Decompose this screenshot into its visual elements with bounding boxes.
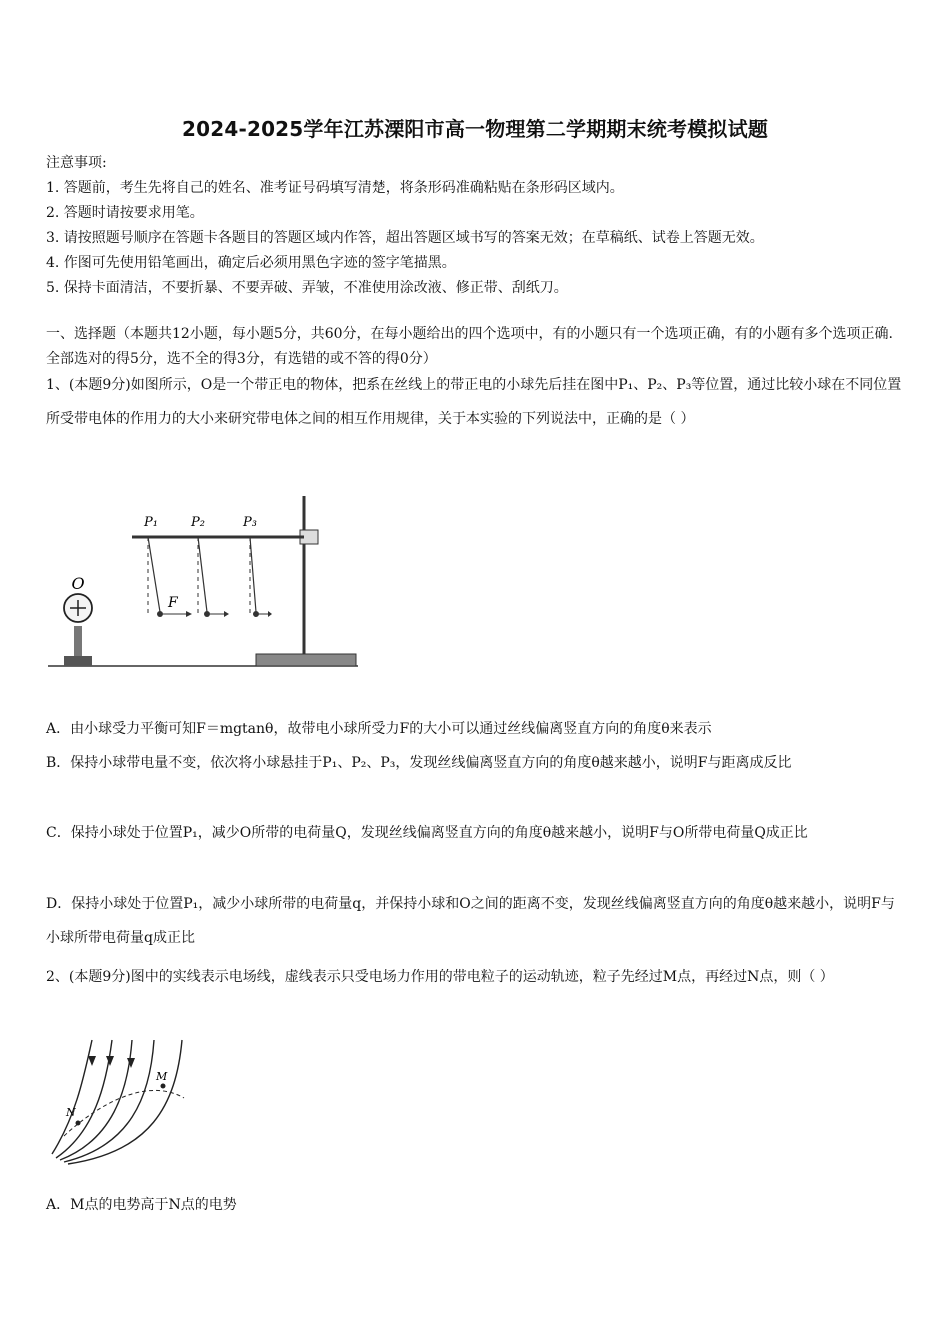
page-title: 2024-2025学年江苏溧阳市高一物理第二学期期末统考模拟试题 [181,117,769,141]
notice-item: 1. 答题前，考生先将自己的姓名、准考证号码填写清楚，将条形码准确粘贴在条形码区域内。 [46,180,624,196]
notice-item: 2. 答题时请按要求用笔。 [46,205,204,221]
question-2-option-a: A．M点的电势高于N点的电势 [46,1197,237,1213]
label-m: M [156,1070,168,1083]
figure-field-lines [46,1036,196,1166]
question-1-option-a: A．由小球受力平衡可知F＝mgtanθ，故带电小球所受力F的大小可以通过丝线偏离竖直方向的角度θ来表示 [46,721,712,737]
notice-item: 3. 请按照题号顺序在答题卡各题目的答题区域内作答，超出答题区域书写的答案无效；在草稿纸、试卷上答题无效。 [46,230,764,246]
label-p1: P₁ [144,515,158,530]
question-2-stem: 2、(本题9分)图中的实线表示电场线，虚线表示只受电场力作用的带电粒子的运动轨迹，粒子先经过M点，再经过N点，则（ ） [46,969,834,985]
label-n: N [66,1106,76,1119]
question-1-stem: 1、(本题9分)如图所示，O是一个带正电的物体，把系在丝线上的带正电的小球先后挂在图中P₁、P₂、P₃等位置，通过比较小球在不同位置所受带电体的作用力的大小来研究带电体之间的相互作用规律，关于本实验的下列说法中，正确的是（ ） [46,377,902,427]
label-p3: P₃ [243,515,257,530]
question-1-option-d: D．保持小球处于位置P₁，减少小球所带的电荷量q，并保持小球和O之间的距离不变，发现丝线偏离竖直方向的角度θ越来越小，说明F与小球所带电荷量q成正比 [46,896,895,946]
notice-item: 5. 保持卡面清洁，不要折暴、不要弄破、弄皱，不准使用涂改液、修正带、刮纸刀。 [46,280,568,296]
notice-item: 4. 作图可先使用铅笔画出，确定后必须用黑色字迹的签字笔描黑。 [46,255,456,271]
label-force: F [168,595,178,611]
figure-pendulum-apparatus [46,490,366,675]
notice-heading: 注意事项: [46,155,107,171]
label-p2: P₂ [191,515,205,530]
section-heading: 一、选择题（本题共12小题，每小题5分，共60分，在每小题给出的四个选项中，有的小题只有一个选项正确，有的小题有多个选项正确.全部选对的得5分，选不全的得3分，有选错的或不答的得0分） [46,326,893,367]
question-1-option-c: C．保持小球处于位置P₁，减少O所带的电荷量Q，发现丝线偏离竖直方向的角度θ越来越小，说明F与O所带电荷量Q成正比 [46,825,808,841]
question-1-option-b: B．保持小球带电量不变，依次将小球悬挂于P₁、P₂、P₃，发现丝线偏离竖直方向的角度θ越来越小，说明F与距离成反比 [46,755,792,771]
label-o: O [71,574,85,593]
